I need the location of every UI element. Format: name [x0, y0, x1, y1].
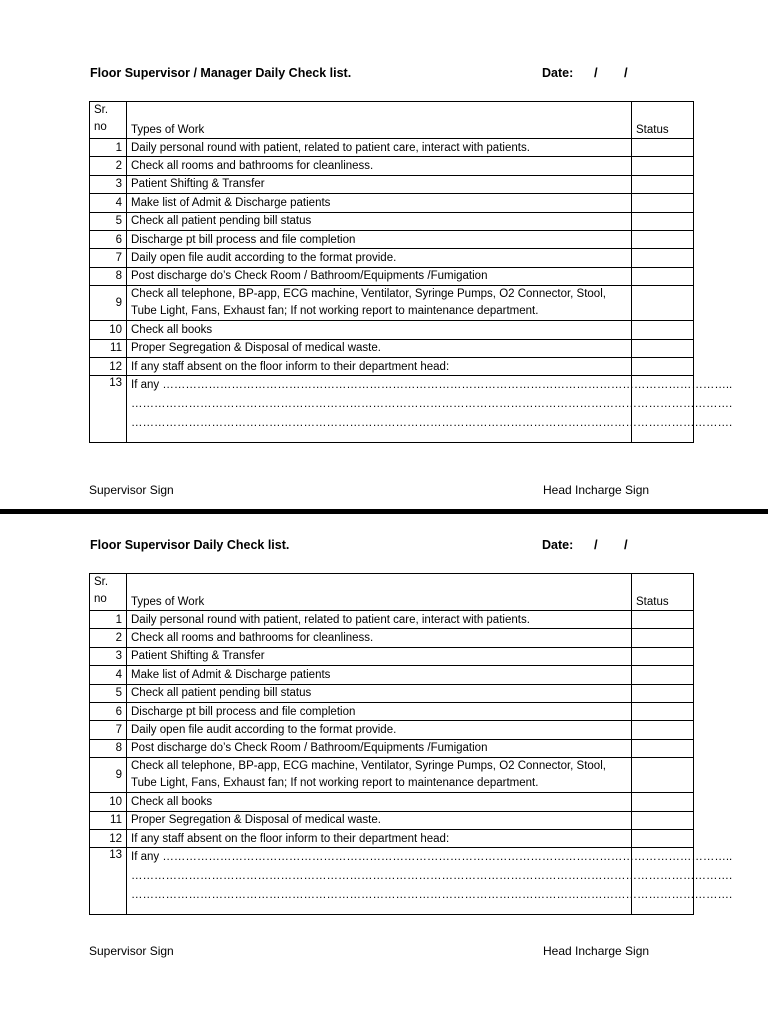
table-row — [90, 666, 694, 684]
sr-number: 2 — [90, 629, 127, 647]
task-text: Patient Shifting & Transfer — [127, 647, 632, 665]
task-text: Daily personal round with patient, related to patient care, interact with patients. — [127, 611, 632, 629]
dotted-line: …………………………………………………………………………………………………………………………………………. — [131, 889, 733, 902]
dotted-line: If any ………………………………………………………………………………………………………………………………….. — [131, 851, 733, 864]
table-row — [90, 721, 694, 739]
task-text: Daily open file audit according to the format provide. — [127, 721, 632, 739]
table-row — [90, 212, 694, 230]
sr-number: 9 — [90, 286, 127, 321]
sr-number: 6 — [90, 230, 127, 248]
status-cell[interactable] — [632, 629, 694, 647]
status-cell[interactable] — [632, 684, 694, 702]
task-text: Daily personal round with patient, related to patient care, interact with patients. — [127, 139, 632, 157]
date-separator: / — [594, 537, 598, 552]
sr-number: 1 — [90, 139, 127, 157]
sr-number: 10 — [90, 321, 127, 339]
sr-number: 13 — [90, 376, 127, 443]
sr-number: 1 — [90, 611, 127, 629]
dotted-line: …………………………………………………………………………………………………………………………………………. — [131, 398, 733, 411]
sr-header-line2: no — [94, 121, 107, 133]
status-cell[interactable] — [632, 267, 694, 285]
task-text: Check all telephone, BP-app, ECG machine, Ventilator, Syringe Pumps, O2 Connector, Stool, Tube Light, Fans, Exhaust fan; If not working report to maintenance department. — [127, 286, 632, 321]
status-cell[interactable] — [632, 647, 694, 665]
sr-number: 2 — [90, 157, 127, 175]
sr-number: 7 — [90, 249, 127, 267]
head-incharge-sign-label: Head Incharge Sign — [543, 944, 650, 958]
sr-number: 11 — [90, 339, 127, 357]
status-cell[interactable] — [632, 339, 694, 357]
status-cell[interactable] — [632, 230, 694, 248]
task-text: Proper Segregation & Disposal of medical waste. — [127, 811, 632, 829]
status-cell[interactable] — [632, 194, 694, 212]
work-header: Types of Work — [127, 574, 632, 611]
task-text: Post discharge do’s Check Room / Bathroom/Equipments /Fumigation — [127, 739, 632, 757]
table-row — [90, 157, 694, 175]
table-row — [90, 611, 694, 629]
table-row — [90, 194, 694, 212]
table-row — [90, 758, 694, 793]
status-header: Status — [632, 574, 694, 611]
sr-header-line2: no — [94, 593, 107, 605]
table-row — [90, 230, 694, 248]
sr-number: 3 — [90, 175, 127, 193]
status-cell[interactable] — [632, 758, 694, 793]
section-divider — [0, 509, 768, 514]
status-cell[interactable] — [632, 721, 694, 739]
table-row — [90, 321, 694, 339]
sr-no-header — [90, 102, 127, 139]
task-text: Post discharge do’s Check Room / Bathroom/Equipments /Fumigation — [127, 267, 632, 285]
sr-number: 5 — [90, 212, 127, 230]
work-header: Types of Work — [127, 102, 632, 139]
dotted-line: …………………………………………………………………………………………………………………………………………. — [131, 417, 733, 430]
task-text: If any staff absent on the floor inform to their department head: — [127, 357, 632, 375]
task-text: Check all books — [127, 321, 632, 339]
sr-header-line1: Sr. — [94, 104, 109, 116]
sr-number: 12 — [90, 357, 127, 375]
table-row — [90, 175, 694, 193]
date-label: Date: — [542, 66, 574, 80]
table-header — [90, 102, 694, 139]
date-separator: / — [624, 65, 628, 80]
checklist-table — [89, 101, 733, 443]
task-text: Check all rooms and bathrooms for cleanliness. — [127, 629, 632, 647]
task-text: Check all books — [127, 793, 632, 811]
task-text: Check all telephone, BP-app, ECG machine, Ventilator, Syringe Pumps, O2 Connector, Stool, Tube Light, Fans, Exhaust fan; If not working report to maintenance department. — [127, 758, 632, 793]
table-row — [90, 811, 694, 829]
date-separator: / — [594, 65, 598, 80]
status-cell[interactable] — [632, 829, 694, 847]
sr-number: 12 — [90, 829, 127, 847]
status-cell[interactable] — [632, 666, 694, 684]
sr-number: 4 — [90, 666, 127, 684]
status-header: Status — [632, 102, 694, 139]
task-text: If any staff absent on the floor inform to their department head: — [127, 829, 632, 847]
table-row — [90, 647, 694, 665]
date-label: Date: — [542, 538, 574, 552]
task-text: Make list of Admit & Discharge patients — [127, 666, 632, 684]
table-row — [90, 793, 694, 811]
status-cell[interactable] — [632, 249, 694, 267]
sr-number: 4 — [90, 194, 127, 212]
status-cell[interactable] — [632, 739, 694, 757]
sr-number: 10 — [90, 793, 127, 811]
supervisor-sign-label: Supervisor Sign — [89, 944, 174, 958]
status-cell[interactable] — [632, 811, 694, 829]
task-text: Patient Shifting & Transfer — [127, 175, 632, 193]
table-row-other — [90, 848, 694, 915]
task-text: Daily open file audit according to the format provide. — [127, 249, 632, 267]
table-row — [90, 357, 694, 375]
sr-header-line1: Sr. — [94, 576, 109, 588]
sr-number: 6 — [90, 702, 127, 720]
status-cell[interactable] — [632, 286, 694, 321]
task-text: Discharge pt bill process and file completion — [127, 702, 632, 720]
status-cell[interactable] — [632, 139, 694, 157]
table-row — [90, 829, 694, 847]
status-cell[interactable] — [632, 212, 694, 230]
table-row — [90, 139, 694, 157]
sr-number: 8 — [90, 739, 127, 757]
other-notes[interactable] — [127, 848, 733, 915]
status-cell[interactable] — [632, 793, 694, 811]
sr-number: 9 — [90, 758, 127, 793]
dotted-line: If any ………………………………………………………………………………………………………………………………….. — [131, 379, 733, 392]
dotted-line: …………………………………………………………………………………………………………………………………………. — [131, 870, 733, 883]
head-incharge-sign-label: Head Incharge Sign — [543, 483, 650, 497]
other-notes[interactable] — [127, 376, 733, 443]
task-text: Make list of Admit & Discharge patients — [127, 194, 632, 212]
date-separator: / — [624, 537, 628, 552]
sr-no-header — [90, 574, 127, 611]
sr-number: 8 — [90, 267, 127, 285]
task-text: Discharge pt bill process and file completion — [127, 230, 632, 248]
task-text: Check all patient pending bill status — [127, 684, 632, 702]
table-row — [90, 629, 694, 647]
table-row — [90, 267, 694, 285]
form-title: Floor Supervisor Daily Check list. — [90, 538, 290, 552]
task-text: Proper Segregation & Disposal of medical waste. — [127, 339, 632, 357]
table-row — [90, 339, 694, 357]
task-text: Check all rooms and bathrooms for cleanliness. — [127, 157, 632, 175]
table-header — [90, 574, 694, 611]
table-row — [90, 684, 694, 702]
sr-number: 5 — [90, 684, 127, 702]
table-row-other — [90, 376, 694, 443]
status-cell[interactable] — [632, 611, 694, 629]
status-cell[interactable] — [632, 702, 694, 720]
table-row — [90, 739, 694, 757]
status-cell[interactable] — [632, 157, 694, 175]
status-cell[interactable] — [632, 357, 694, 375]
table-row — [90, 702, 694, 720]
sr-number: 3 — [90, 647, 127, 665]
table-row — [90, 286, 694, 321]
supervisor-sign-label: Supervisor Sign — [89, 483, 174, 497]
task-text: Check all patient pending bill status — [127, 212, 632, 230]
checklist-table — [89, 573, 733, 915]
sr-number: 11 — [90, 811, 127, 829]
status-cell[interactable] — [632, 321, 694, 339]
sr-number: 13 — [90, 848, 127, 915]
table-row — [90, 249, 694, 267]
sr-number: 7 — [90, 721, 127, 739]
form-title: Floor Supervisor / Manager Daily Check list. — [90, 66, 352, 80]
status-cell[interactable] — [632, 175, 694, 193]
